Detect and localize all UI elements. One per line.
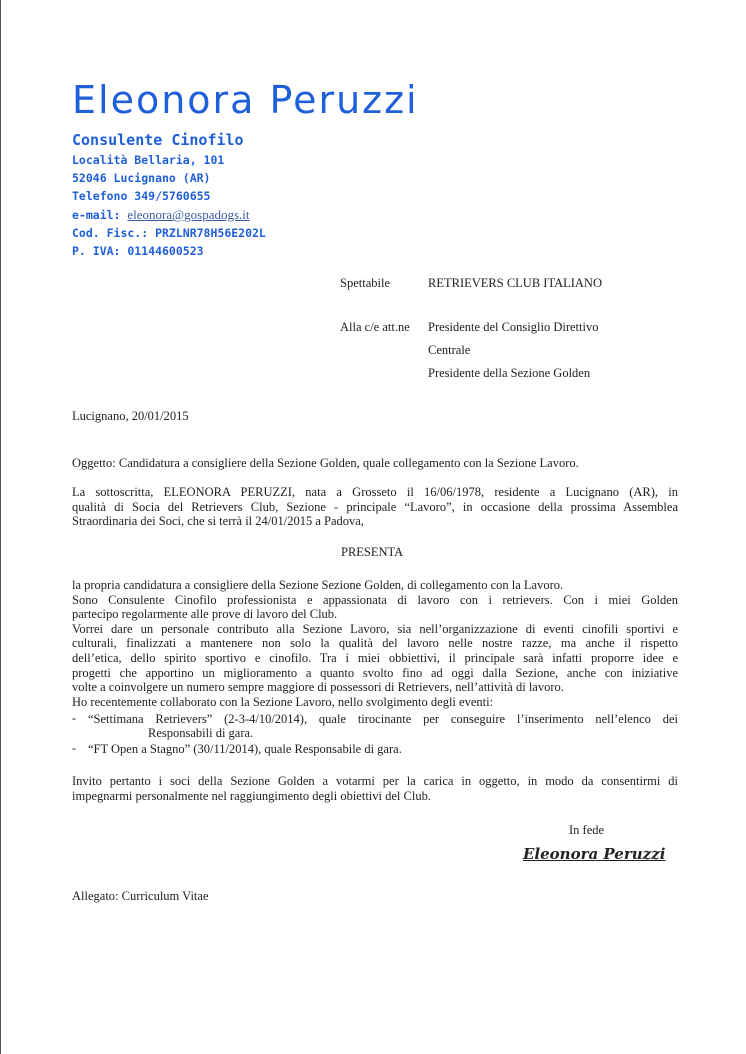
body-line: volte a coinvolgere un numero sempre maggiore di possessori di Retrievers, nell’attività di lavoro. bbox=[72, 680, 564, 695]
body-line: progetti che apportino un miglioramento a quanto svolto fino ad oggi dalla Sezione, anche con iniziative bbox=[72, 665, 678, 680]
attachment-note: Allegato: Curriculum Vitae bbox=[72, 889, 209, 903]
body-line: culturali, finalizzati a mantenere non solo la qualità del lavoro nelle nostre razze, ma anche il rispetto bbox=[72, 636, 678, 651]
page-edge bbox=[0, 0, 1, 1054]
attention-line2: Presidente della Sezione Golden bbox=[428, 366, 591, 380]
in-fede: In fede bbox=[569, 823, 605, 837]
body-line: Vorrei dare un personale contributo alla Sezione Lavoro, sia nell’organizzazione di eventi cinofili sportivi e bbox=[72, 621, 678, 636]
intro-line: La sottoscritta, ELEONORA PERUZZI, nata a Grosseto il 16/06/1978, residente a Lucignano (AR), in bbox=[72, 485, 678, 499]
email-link[interactable]: eleonora@gospadogs.it bbox=[127, 207, 250, 222]
intro-line: Straordinaria dei Soci, che si terrà il 24/01/2015 a Padova, bbox=[72, 514, 364, 529]
sender-fiscal-code: Cod. Fisc.: PRZLNR78H56E202L bbox=[72, 226, 266, 240]
body-line: Sono Consulente Cinofilo professionista e appassionata di lavoro con i retrievers. Con i miei Golden bbox=[72, 592, 678, 607]
event-item-1-line1: “Settimana Retrievers” (2-3-4/10/2014), quale tirocinante per conseguire l’inserimento nell’elenco dei bbox=[88, 712, 678, 726]
body-line: Ho recentemente collaborato con la Sezione Lavoro, nello svolgimento degli eventi: bbox=[72, 694, 494, 709]
body-line: la propria candidatura a consigliere della Sezione Sezione Golden, di collegamento con la Lavoro. bbox=[72, 578, 564, 592]
presenta-heading: PRESENTA bbox=[341, 545, 404, 559]
closing-line: Invito pertanto i soci della Sezione Golden a votarmi per la carica in oggetto, in modo da consentirmi di bbox=[72, 774, 678, 788]
email-label: e-mail: bbox=[72, 208, 121, 222]
event-item-1 bbox=[88, 712, 678, 727]
closing-line: impegnarmi personalmente nel raggiungimento degli obiettivi del Club. bbox=[72, 788, 431, 803]
event-item-2: “FT Open a Stagno” (30/11/2014), quale Responsabile di gara. bbox=[88, 742, 402, 756]
recipient-name: RETRIEVERS CLUB ITALIANO bbox=[428, 276, 602, 290]
body-line: dell’etica, dello spirito sportivo e cinofilo. Tra i miei obbiettivi, il principale sarà infatti proporre idee e bbox=[72, 650, 678, 665]
sender-vat: P. IVA: 01144600523 bbox=[72, 244, 204, 258]
sender-address-line1: Località Bellaria, 101 bbox=[72, 153, 225, 167]
sender-title: Consulente Cinofilo bbox=[72, 131, 244, 149]
sender-phone: Telefono 349/5760655 bbox=[72, 189, 211, 203]
intro-line: qualità di Socia del Retrievers Club, Sezione - principale “Lavoro”, in occasione della prossima Assemblea bbox=[72, 499, 678, 514]
intro-paragraph bbox=[72, 485, 678, 529]
sender-name-heading: Eleonora Peruzzi bbox=[72, 78, 419, 122]
event-bullet: - bbox=[72, 711, 77, 725]
body-paragraph bbox=[72, 578, 678, 709]
event-bullet: - bbox=[72, 741, 77, 755]
attention-line1b: Centrale bbox=[428, 343, 471, 357]
attention-label: Alla c/e att.ne bbox=[340, 320, 410, 334]
event-item-1-line2: Responsabili di gara. bbox=[148, 726, 254, 740]
attention-line1: Presidente del Consiglio Direttivo bbox=[428, 320, 599, 334]
body-line: partecipo regolarmente alle prove di lavoro del Club. bbox=[72, 607, 338, 622]
sender-email-row bbox=[72, 207, 250, 223]
closing-paragraph bbox=[72, 774, 678, 803]
place-date: Lucignano, 20/01/2015 bbox=[72, 409, 189, 423]
subject-line: Oggetto: Candidatura a consigliere della Sezione Golden, quale collegamento con la Sezione Lavoro. bbox=[72, 456, 579, 470]
recipient-label: Spettabile bbox=[340, 276, 390, 290]
handwritten-signature: Eleonora Peruzzi bbox=[523, 845, 666, 863]
sender-address-line2: 52046 Lucignano (AR) bbox=[72, 171, 211, 185]
